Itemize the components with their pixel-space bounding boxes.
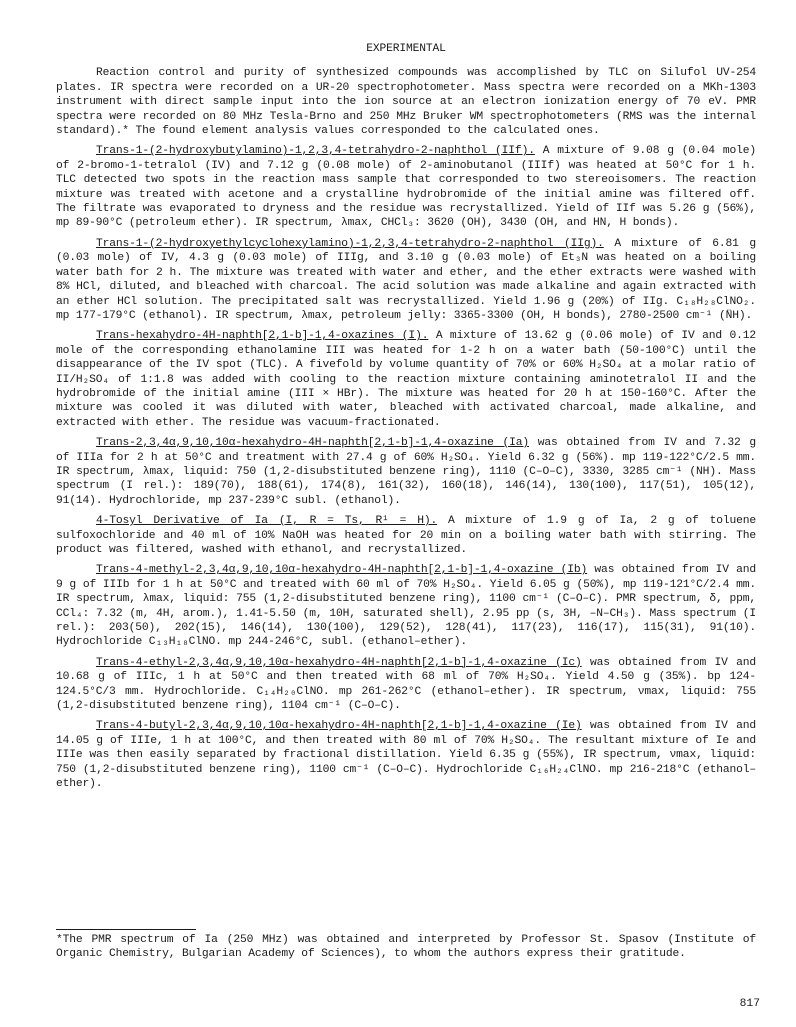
procedure-text: A mixture of 9.08 g (0.04 mole) of 2-bromo-1-tetralol (IV) and 7.12 g (0.08 mole) of 2-aminobutanol (IIIf) was heated at 50°C for 1 h. TLC detected two spots in the reaction mass sample that corresponded to two stereoisomers. The reaction mixture was treated with acetone and a crystalline hydrobromide of the initial amine was filtered off. The filtrate was evaporated to dryness and the residue was recrystallized. Yield of IIf was 5.26 g (56%), mp 89-90°C (petroleum ether). IR spectrum, λmax, CHCl₃: 3620 (OH), 3430 (OH, and HN, H bonds). [56,145,757,230]
compound-title: Trans-1-(2-hydroxyethylcyclohexylamino)-1,2,3,4-tetrahydro-2-naphthol (IIg). [96,237,604,250]
procedure-text: was obtained from IV and 9 g of IIIb for 1 h at 50°C and treated with 60 ml of 70% H₂SO₄. Yield 6.05 g (50%), mp 119-121°C/2.4 mm. IR spectrum, λmax, liquid: 755 (1,2-disubstituted benzene ring), 1100 cm⁻¹ (C–O–C). PMR spectrum, δ, ppm, CCl₄: 7.32 (m, 4H, arom.), 1.41-5.50 (m, 10H, saturated shell), 2.95 pp (s, 3H, –N–CH₃). Mass spectrum (I rel.): 203(50), 202(15), 146(14), 130(100), 129(52), 128(41), 117(23), 116(17), 115(31), 91(10). Hydrochloride C₁₃H₁₈ClNO. mp 244-246°C, subl. (ethanol–ether). [56,564,756,649]
compound-title: 4-Tosyl Derivative of Ia (I, R = Ts, R¹ = H). [96,515,438,528]
compound-title: Trans-1-(2-hydroxybutylamino)-1,2,3,4-tetrahydro-2-naphthol (IIf). [96,145,535,158]
main-text [56,42,756,798]
compound-title: Trans-4-methyl-2,3,4α,9,10,10α-hexahydro-4H-naphth[2,1-b]-1,4-oxazine (Ib) [96,564,588,577]
footnote: *The PMR spectrum of Ia (250 MHz) was obtained and interpreted by Professor St. Spasov (Institute of Organic Chemistry, Bulgarian Academy of Sciences), to whom the authors express their gratitude. [56,934,756,961]
procedure-iig [56,237,756,323]
compound-title: Trans-2,3,4α,9,10,10α-hexahydro-4H-naphth[2,1-b]-1,4-oxazine (Ia) [96,437,530,450]
compound-title: Trans-4-butyl-2,3,4α,9,10,10α-hexahydro-4H-naphth[2,1-b]-1,4-oxazine (Ie) [96,720,582,733]
intro-paragraph: Reaction control and purity of synthesized compounds was accomplished by TLC on Silufol UV-254 plates. IR spectra were recorded on a UR-20 spectrophotometer. Mass spectra were recorded on a MKh-1303 instrument with direct sample input into the ion source at an electron ionization energy of 70 eV. PMR spectra were recorded on 80 MHz Tesla-Brno and 250 MHz Bruker WM spectrophotometers (RMS was the internal standard).* The found element analysis values corresponded to the calculated ones. [56,67,756,138]
compound-title: Trans-4-ethyl-2,3,4α,9,10,10α-hexahydro-4H-naphth[2,1-b]-1,4-oxazine (Ic) [96,656,582,669]
section-heading: EXPERIMENTAL [366,43,446,55]
procedure-ic [56,656,756,714]
compound-title: Trans-hexahydro-4H-naphth[2,1-b]-1,4-oxazines (I). [96,330,429,343]
procedure-text: was obtained from IV and 14.05 g of IIIe, 1 h at 100°C, and then treated with 80 ml of 70% H₂SO₄. The resultant mixture of Ie and IIIe was then easily separated by fractional distillation. Yield 6.35 g (55%), IR spectrum, νmax, liquid: 750 (1,2-disubstituted benzene ring), 1100 cm⁻¹ (C–O–C). Hydrochloride C₁₆H₂₄ClNO. mp 216-218°C (ethanol–ether). [56,720,756,791]
procedure-ia [56,436,756,508]
procedure-oxazines-i [56,329,756,430]
procedure-text: was obtained from IV and 7.32 g of IIIa for 2 h at 50°C and treatment with 27.4 g of 60% H₂SO₄. Yield 6.32 g (56%). mp 119-122°C/2.5 mm. IR spectrum, λmax, liquid: 750 (1,2-disubstituted benzene ring), 1110 (C–O–C), 3330, 3285 cm⁻¹ (NH). Mass spectrum (I rel.): 189(70), 188(61), 174(8), 161(32), 160(18), 146(14), 130(100), 117(51), 105(12), 91(14). Hydrochloride, mp 237-239°C subl. (ethanol). [56,437,757,507]
procedure-text: was obtained from IV and 10.68 g of IIIc, 1 h at 50°C and then treated with 68 ml of 70% H₂SO₄. Yield 4.50 g (35%). bp 124-124.5°C/3 mm. Hydrochloride. C₁₄H₂₀ClNO. mp 261-262°C (ethanol–ether). IR spectrum, νmax, liquid: 755 (1,2-disubstituted benzene ring), 1104 cm⁻¹ (C–O–C). [56,656,756,713]
procedure-tosyl [56,514,756,557]
procedure-text: A mixture of 6.81 g (0.03 mole) of IV, 4.3 g (0.03 mole) of IIIg, and 3.10 g (0.03 mole) of Et₃N was heated on a boiling water bath for 2 h. The mixture was treated with water and ether, and the ether extracts were washed with 8% HCl, diluted, and bleached with charcoal. The acid solution was made alkaline and again extracted with an ether HCl solution. The precipitated salt was recrystallized. Yield 1.96 g (20%) of IIg. C₁₈H₂₈ClNO₂. mp 177-179°C (ethanol). IR spectrum, λmax, petroleum jelly: 3365-3300 (OH, H bonds), 2780-2500 cm⁻¹ (N̈H). [56,237,756,322]
procedure-text: A mixture of 1.9 g of Ia, 2 g of toluene sulfoxochloride and 40 ml of 10% NaOH was heated for 20 min on a boiling water bath with stirring. The product was filtered, washed with ethanol, and recrystallized. [56,515,756,556]
procedure-ie [56,719,756,791]
procedure-iif [56,144,756,230]
procedure-ib [56,563,756,649]
footnote-divider [56,929,196,930]
procedure-text: A mixture of 13.62 g (0.06 mole) of IV and 0.12 mole of the corresponding ethanolamine III was heated for 1-2 h on a water bath (50-100°C) until the disappearance of the IV spot (TLC). A fivefold by volume quantity of 70% or 60% H₂SO₄ at a molar ratio of II/H₂SO₄ of 1:1.8 was added with cooling to the reaction mixture containing aminotetralol II and the hydrobromide of the initial amine (III × HBr). The mixture was heated for 20 h at 150-160°C. After the mixture was cooled it was diluted with water, bleached with activated charcoal, made alkaline, and extracted with ether. The residue was vacuum-fractionated. [56,330,756,429]
page-number: 817 [739,998,760,1010]
